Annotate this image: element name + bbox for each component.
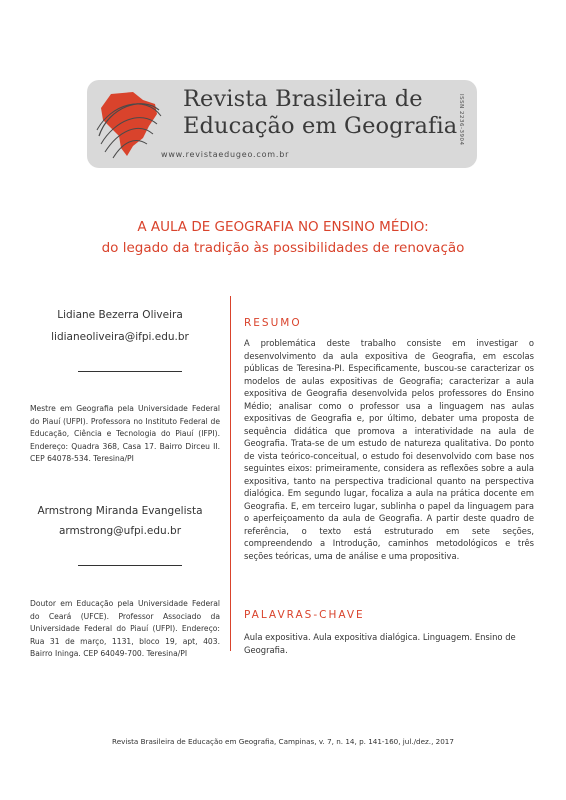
journal-banner (87, 80, 477, 168)
author-email: lidianeoliveira@ifpi.edu.br (51, 331, 189, 343)
column-divider (230, 296, 231, 651)
keywords-heading: PALAVRAS-CHAVE (244, 609, 365, 621)
keywords-text: Aula expositiva. Aula expositiva dialógica. Linguagem. Ensino de Geografia. (244, 632, 516, 655)
author-bio: Mestre em Geografia pela Universidade Federal do Piauí (UFPI). Professora no Instituto Federal de Educação, Ciência e Tecnologia do Piauí (IFPI). Endereço: Quadra 368, Casa 17. Bairro Dirceu II. CEP 64078-534. Teresina/PI (30, 404, 220, 463)
article-subtitle: do legado da tradição às possibilidades de renovação (101, 240, 465, 256)
journal-url: www.revistaedugeo.com.br (161, 150, 290, 159)
author-bio: Doutor em Educação pela Universidade Federal do Ceará (UFCE). Professor Associado da Universidade Federal do Piauí (UFPI). Endereço: Rua 31 de março, 1131, bloco 19, apt, 403. Bairro Ininga. CEP 64049-700. Teresina/PI (30, 599, 220, 658)
journal-title-line-2: Educação em Geografia (183, 113, 458, 139)
author-separator (78, 371, 182, 372)
author-name: Armstrong Miranda Evangelista (37, 505, 203, 517)
abstract-heading: RESUMO (244, 317, 302, 329)
author-email: armstrong@ufpi.edu.br (58, 525, 182, 537)
author-separator (78, 565, 182, 566)
footer-citation: Revista Brasileira de Educação em Geografia, Campinas, v. 7, n. 14, p. 141-160, jul./dez., 2017 (112, 737, 454, 746)
brazil-map-logo-icon (93, 86, 163, 162)
issn: ISSN 2236-3904 (458, 94, 464, 146)
abstract-text: A problemática deste trabalho consiste em investigar o desenvolvimento da aula expositiva de Geografia, em escolas públicas de Teresina-PI. Especificamente, buscou-se caracterizar os modelos de aulas expositivas de Geografia; caracterizar a aula expositiva de Geografia desenvolvida pelos professores do Ensino Médio; analisar como o professor usa a linguagem nas aulas expositivas de Geografia e, por último, debater uma proposta de sequência didática que promova a interatividade na aula de Geografia. Trata-se de um estudo de natureza qualitativa. Do ponto de vista teórico-conceitual, o estudo foi desenvolvido com base nos seguintes eixos: primeiramente, considera as reflexões sobre a aula expositiva, tanto na perspectiva tradicional quanto na perspectiva dialógica. Em segundo lugar, focaliza a aula na prática docente em Geografia. E, em terceiro lugar, sublinha o papel da linguagem para o aperfeiçoamento da aula de Geografia. A partir deste quadro de referência, o texto está estruturado em sete seções, compreendendo a Introdução, caminhos metodológicos e três seções teóricas, uma de análise e uma propositiva. (244, 338, 534, 561)
journal-title (183, 86, 457, 140)
article-title: A AULA DE GEOGRAFIA NO ENSINO MÉDIO: (137, 219, 429, 235)
journal-title-line-1: Revista Brasileira de (183, 86, 423, 112)
author-name: Lidiane Bezerra Oliveira (57, 309, 183, 321)
